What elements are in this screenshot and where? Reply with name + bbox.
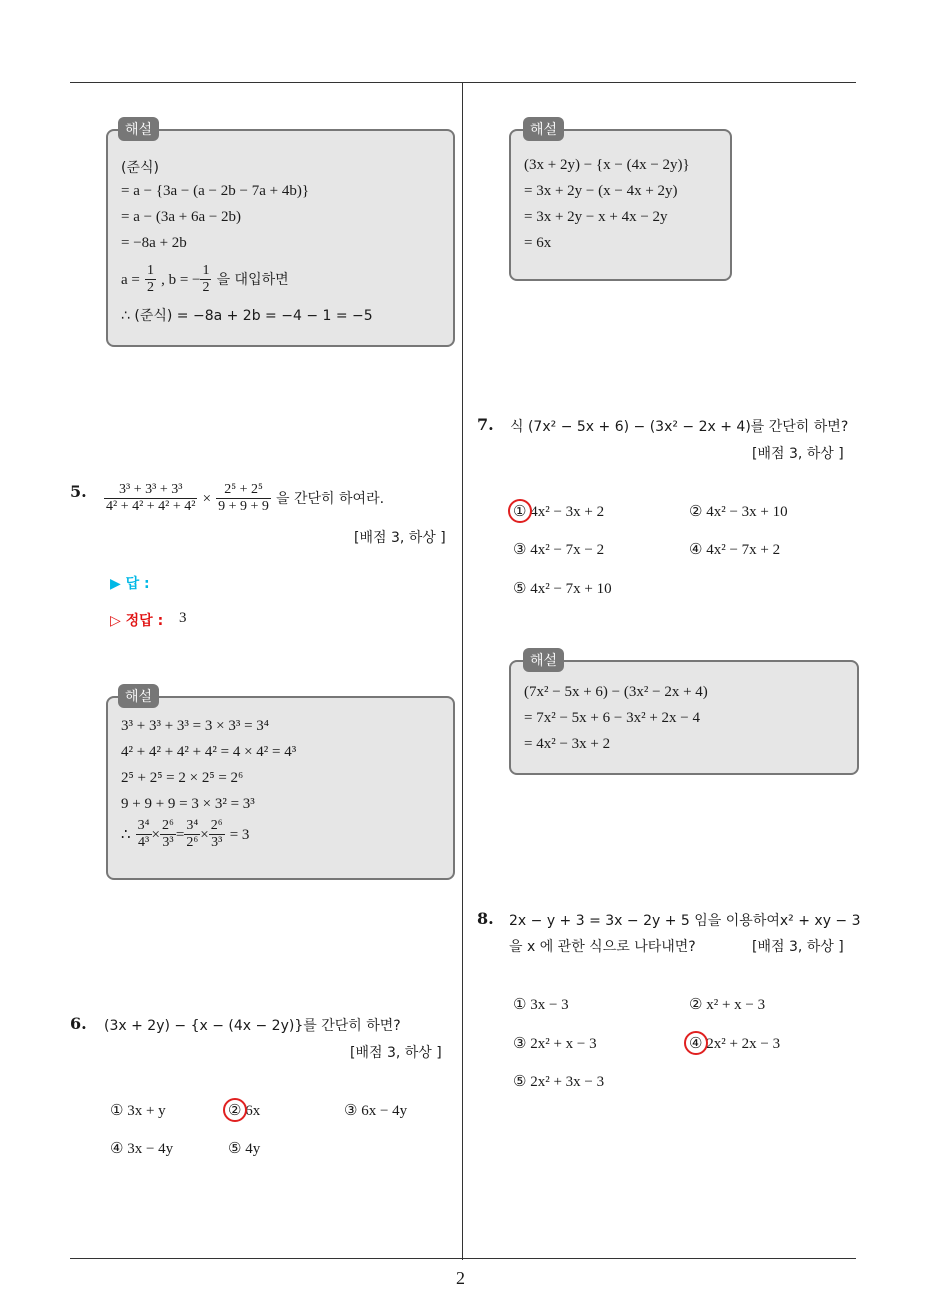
solution-tag-5: 해설 [118, 684, 159, 708]
q6-selected-answer-mark [223, 1098, 247, 1122]
correct-answer-value: 3 [179, 610, 187, 626]
q6-option-4[interactable]: ④ 3x − 4y [110, 1141, 174, 1157]
column-divider [462, 82, 463, 1260]
q5-instruction: 을 간단히 하여라. [276, 491, 385, 507]
q7-selected-answer-mark [508, 499, 532, 523]
sol5-line-2: 4² + 4² + 4² + 4² = 4 × 4² = 4³ [121, 744, 297, 760]
solution-tag-6: 해설 [523, 117, 564, 141]
sol6-line-3: = 3x + 2y − x + 4x − 2y [524, 209, 668, 225]
q5-fraction-2: $\frac{\text{2⁵ + 2⁵}}{9 + 9 + 9}$ [218, 482, 269, 514]
sol4-substitute-text: 을 대입하면 [216, 272, 289, 288]
solution-box-5 [106, 696, 455, 880]
sol7-line-1: (7x² − 5x + 6) − (3x² − 2x + 4) [524, 684, 708, 700]
q8-option-1[interactable]: ① 3x − 3 [513, 997, 569, 1013]
q6-option-5[interactable]: ⑤ 4y [228, 1141, 261, 1157]
page-number: 2 [456, 1268, 465, 1288]
sol5-line-5: ∴ $\frac{\text{3⁴}}{\text{4³}}$ × $\frac{\text{2⁶}}{\text{3³}}$ = $\frac{\text{3⁴}}{\text{2⁶}}$ × $\frac{\text{2⁶}}{\text{3³}}$ = 3 [121, 818, 250, 850]
q7-option-2[interactable]: ② 4x² − 3x + 10 [689, 504, 788, 520]
solution-tag-7: 해설 [523, 648, 564, 672]
sol6-line-1: (3x + 2y) − {x − (4x − 2y)} [524, 157, 690, 173]
q7-option-3[interactable]: ③ 4x² − 7x − 2 [513, 542, 605, 558]
solution-tag-4: 해설 [118, 117, 159, 141]
sol4-frac-a: $\frac{1}{2}$ [146, 263, 154, 295]
question-5-number: 5. [70, 482, 87, 501]
therefore-symbol: ∴ [121, 827, 131, 843]
sol4-a-eq: a = [121, 272, 140, 288]
q8-selected-answer-mark [684, 1031, 708, 1055]
question-7-score: [배점 3, 하상 ] [752, 446, 844, 462]
question-5-score: [배점 3, 하상 ] [354, 530, 446, 546]
sol4-line-3: = a − (3a + 6a − 2b) [121, 209, 242, 225]
sol4-line-6: ∴ (준식) = −8a + 2b = −4 − 1 = −5 [121, 308, 373, 324]
sol5-result: = 3 [229, 827, 250, 843]
question-6-number: 6. [70, 1014, 87, 1033]
question-8-number: 8. [477, 909, 494, 928]
q7-option-4[interactable]: ④ 4x² − 7x + 2 [689, 542, 781, 558]
question-7-number: 7. [477, 415, 494, 434]
solution-box-7 [509, 660, 859, 775]
question-6-score: [배점 3, 하상 ] [350, 1045, 442, 1061]
q6-option-2[interactable]: ② 6x [228, 1103, 261, 1119]
sol6-line-4: = 6x [524, 235, 552, 251]
question-7-text: 식 (7x² − 5x + 6) − (3x² − 2x + 4)를 간단히 하면? [510, 419, 849, 435]
sol5-frac-2: $\frac{\text{2⁶}}{\text{3³}}$ [162, 818, 174, 850]
q5-times: × [202, 491, 212, 507]
sol4-line-1: (준식) [121, 160, 159, 176]
solution-box-4 [106, 129, 455, 347]
question-8-line-2: 을 x 에 관한 식으로 나타내면? [509, 939, 696, 955]
correct-answer-label: ▷ 정답 : [110, 613, 164, 629]
sol5-frac-1: $\frac{\text{3⁴}}{\text{4³}}$ [137, 818, 150, 850]
q8-option-2[interactable]: ② x² + x − 3 [689, 997, 766, 1013]
sol5-frac-3: $\frac{\text{3⁴}}{\text{2⁶}}$ [186, 818, 199, 850]
sol4-line-4: = −8a + 2b [121, 235, 187, 251]
q5-fraction-1: $\frac{\text{3³ + 3³ + 3³}}{\text{4² + 4² + 4² + 4²}}$ [106, 482, 196, 514]
sol5-line-1: 3³ + 3³ + 3³ = 3 × 3³ = 3⁴ [121, 718, 270, 734]
bottom-rule [70, 1258, 856, 1259]
q8-option-5[interactable]: ⑤ 2x² + 3x − 3 [513, 1074, 605, 1090]
sol4-line-5 [121, 263, 289, 296]
top-rule [70, 82, 856, 83]
sol4-line-2: = a − {3a − (a − 2b − 7a + 4b)} [121, 183, 310, 199]
solution-box-6 [509, 129, 732, 281]
sol5-line-3: 2⁵ + 2⁵ = 2 × 2⁵ = 2⁶ [121, 770, 244, 786]
q6-option-3[interactable]: ③ 6x − 4y [344, 1103, 408, 1119]
q7-option-1[interactable]: ① 4x² − 3x + 2 [513, 504, 605, 520]
q8-option-4[interactable]: ④ 2x² + 2x − 3 [689, 1036, 781, 1052]
sol5-line-4: 9 + 9 + 9 = 3 × 3² = 3³ [121, 796, 255, 812]
sol5-frac-4: $\frac{\text{2⁶}}{\text{3³}}$ [210, 818, 223, 850]
sol7-line-2: = 7x² − 5x + 6 − 3x² + 2x − 4 [524, 710, 701, 726]
question-8-line-1: 2x − y + 3 = 3x − 2y + 5 임을 이용하여x² + xy − 3 [509, 913, 861, 929]
sol7-line-3: = 4x² − 3x + 2 [524, 736, 611, 752]
question-8-score: [배점 3, 하상 ] [752, 939, 844, 955]
sol4-b-eq: , b = − [161, 272, 201, 288]
sol6-line-2: = 3x + 2y − (x − 4x + 2y) [524, 183, 678, 199]
q8-option-3[interactable]: ③ 2x² + x − 3 [513, 1036, 597, 1052]
q6-option-1[interactable]: ① 3x + y [110, 1103, 166, 1119]
sol4-frac-b: $\frac{1}{2}$ [202, 263, 210, 295]
q7-option-5[interactable]: ⑤ 4x² − 7x + 10 [513, 581, 612, 597]
question-6-text: (3x + 2y) − {x − (4x − 2y)}를 간단히 하면? [104, 1018, 401, 1034]
answer-input-label: ▶ 답 : [110, 576, 150, 592]
question-5-text [104, 482, 384, 515]
